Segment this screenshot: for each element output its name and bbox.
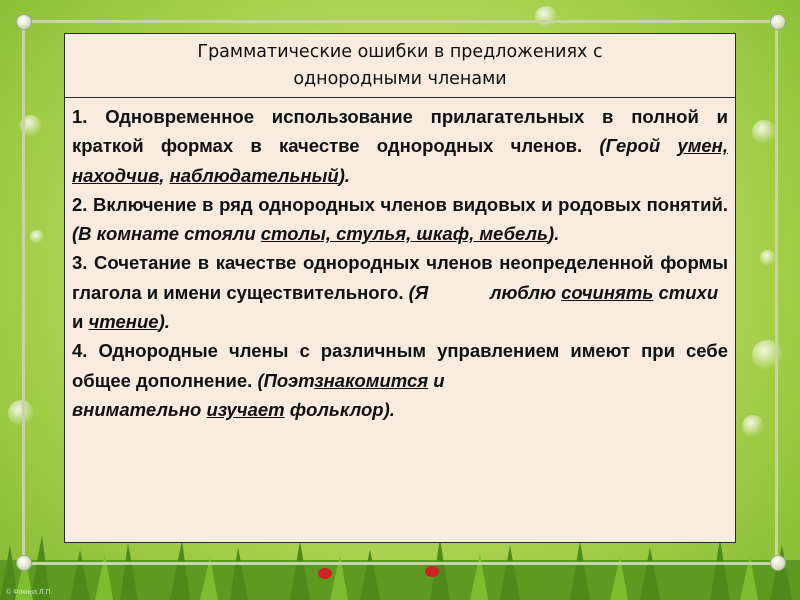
example-text: (Я люблю [408, 281, 562, 303]
example-underlined: чтение [88, 311, 159, 333]
ladybug-icon [318, 568, 332, 579]
content-table [64, 33, 736, 543]
example-underlined: наблюдательный [169, 164, 339, 186]
example-text: (В комнате стояли [72, 223, 261, 245]
example-underlined: сочинять [561, 281, 654, 303]
header-line-1: Грамматические ошибки в предложениях с [197, 41, 603, 62]
example-underlined: столы, стулья, шкаф, мебель [260, 223, 549, 245]
error-item-3 [72, 248, 728, 336]
example-text: (Поэт [257, 369, 315, 391]
example-text: ). [158, 311, 170, 333]
item-text: 3. Сочетание в качестве однородных членов неопределенной формы глагола и имени существительного. [72, 252, 728, 303]
example-text: ). [548, 223, 560, 245]
example-underlined: умен, находчив [72, 135, 728, 186]
frame-corner-ornament [770, 14, 786, 30]
ladybug-icon [425, 566, 439, 577]
item-text: 2. Включение в ряд однородных членов видовых и родовых понятий. [72, 193, 728, 215]
error-item-2 [72, 190, 728, 249]
example-text: стихи [653, 281, 719, 303]
table-body [65, 98, 735, 424]
table-header [65, 34, 735, 98]
frame-corner-ornament [16, 555, 32, 571]
item-text: 4. Однородные члены с различным управлением имеют при себе общее дополнение. [72, 340, 728, 391]
item-text: и [72, 311, 89, 333]
frame-corner-ornament [770, 555, 786, 571]
error-item-4 [72, 336, 728, 424]
example-text: (Герой [599, 135, 678, 157]
watermark: © Фокина Л.П. [6, 589, 53, 596]
example-underlined: знакомится [314, 369, 429, 391]
example-text: внимательно [72, 398, 207, 420]
example-text: ). [338, 164, 351, 186]
example-underlined: изучает [206, 398, 285, 420]
example-text: фольклор). [284, 398, 395, 420]
example-text: , [159, 164, 170, 186]
item-text: 1. Одновременное использование прилагательных в полной и краткой формах в качестве однородных членов. [72, 106, 728, 157]
example-text: и [428, 369, 445, 391]
error-item-1 [72, 102, 728, 190]
frame-corner-ornament [16, 14, 32, 30]
header-line-2: однородными членами [293, 68, 507, 89]
